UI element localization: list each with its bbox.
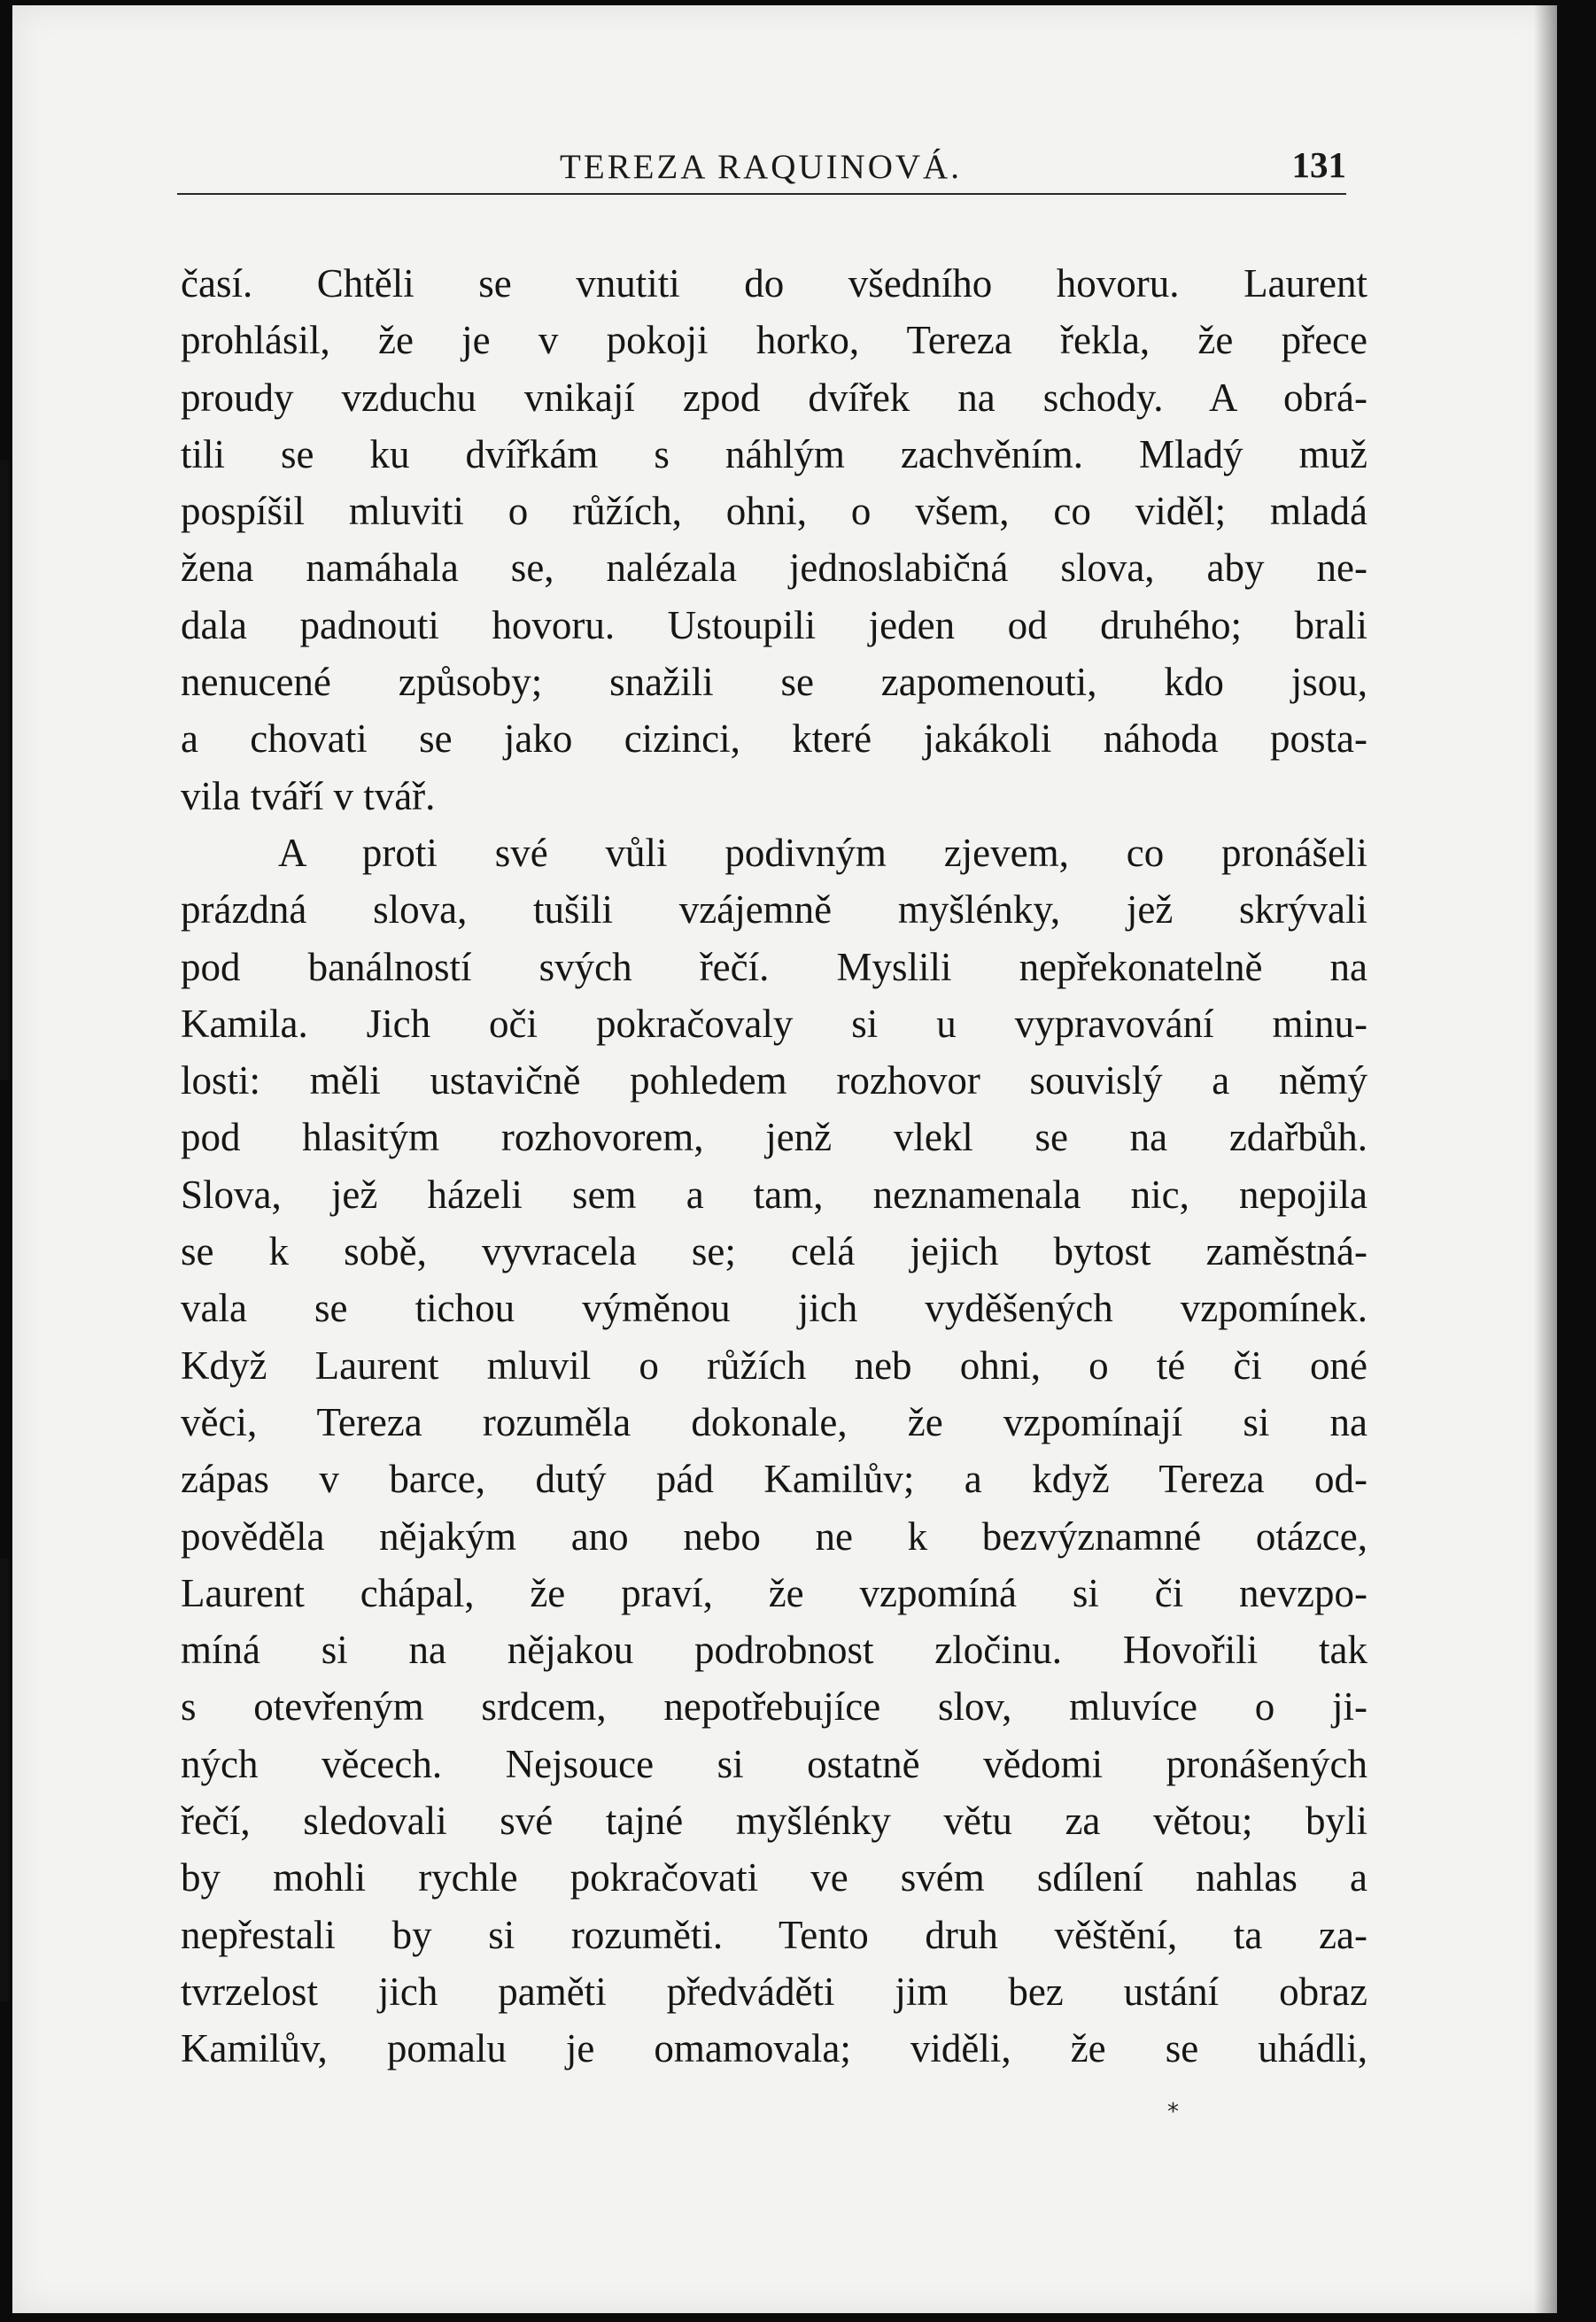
text-line: Kamila. Jich oči pokračovaly si u vypravování minu- <box>181 1001 1367 1046</box>
footer-mark: * <box>1167 2099 1179 2125</box>
text-line: Slova, jež házeli sem a tam, neznamenala nic, nepojila <box>181 1172 1367 1217</box>
text-line: vila tváří v tvář. <box>181 773 436 818</box>
text-line: Kamilův, pomalu je omamovala; viděli, že se uhádli, <box>181 2026 1367 2071</box>
text-line: tvrzelost jich paměti předváděti jim bez ustání obraz <box>181 1969 1367 2014</box>
text-line: losti: měli ustavičně pohledem rozhovor souvislý a němý <box>181 1058 1367 1103</box>
text-line: A proti své vůli podivným zjevem, co pronášeli <box>278 830 1367 875</box>
page-header <box>177 138 1346 197</box>
text-line: ných věcech. Nejsouce si ostatně vědomi pronášených <box>181 1741 1367 1786</box>
text-line: časí. Chtěli se vnutiti do všedního hovoru. Laurent <box>181 261 1367 306</box>
binding-edge-mark <box>0 1559 9 2001</box>
binding-edge-mark <box>0 461 9 1080</box>
text-line: nenucené způsoby; snažili se zapomenouti, kdo jsou, <box>181 660 1367 705</box>
text-line: míná si na nějakou podrobnost zločinu. Hovořili tak <box>181 1628 1367 1673</box>
page-edge-shadow <box>1534 5 1557 2313</box>
text-line: věci, Tereza rozuměla dokonale, že vzpomínají si na <box>181 1399 1367 1444</box>
text-line: se k sobě, vyvracela se; celá jejich bytost zaměstná- <box>181 1229 1367 1274</box>
text-line: prázdná slova, tušili vzájemně myšlénky, jež skrývali <box>181 887 1367 933</box>
text-line: žena namáhala se, nalézala jednoslabičná slova, aby ne- <box>181 546 1367 591</box>
text-line: proudy vzduchu vnikají zpod dvířek na schody. A obrá- <box>181 375 1367 420</box>
text-line: Když Laurent mluvil o růžích neb ohni, o té či oné <box>181 1343 1367 1388</box>
text-line: pověděla nějakým ano nebo ne k bezvýznamné otázce, <box>181 1513 1367 1559</box>
text-line: řečí, sledovali své tajné myšlénky větu za větou; byli <box>181 1799 1367 1844</box>
text-line: zápas v barce, dutý pád Kamilův; a když Tereza od- <box>181 1457 1367 1502</box>
text-line: prohlásil, že je v pokoji horko, Tereza řekla, že přece <box>181 318 1367 363</box>
running-title: TEREZA RAQUINOVÁ. <box>560 148 962 186</box>
text-line: tili se ku dvířkám s náhlým zachvěním. Mladý muž <box>181 431 1367 476</box>
text-line: pospíšil mluviti o růžích, ohni, o všem, co viděl; mladá <box>181 489 1367 534</box>
text-line: vala se tichou výměnou jich vyděšených vzpomínek. <box>181 1286 1367 1331</box>
text-line: s otevřeným srdcem, nepotřebujíce slov, mluvíce o ji- <box>181 1684 1367 1730</box>
text-line: nepřestali by si rozuměti. Tento druh věštění, ta za- <box>181 1912 1367 1957</box>
text-line: pod banálností svých řečí. Myslili nepřekonatelně na <box>181 944 1367 989</box>
body-text <box>181 255 1367 2078</box>
text-line: pod hlasitým rozhovorem, jenž vlekl se na zdařbůh. <box>181 1115 1367 1160</box>
page-number: 131 <box>1291 144 1346 185</box>
text-line: dala padnouti hovoru. Ustoupili jeden od druhého; brali <box>181 602 1367 647</box>
book-page <box>12 5 1557 2313</box>
header-rule <box>177 193 1346 195</box>
text-line: Laurent chápal, že praví, že vzpomíná si či nevzpo- <box>181 1570 1367 1615</box>
text-line: by mohli rychle pokračovati ve svém sdílení nahlas a <box>181 1855 1367 1900</box>
text-line: a chovati se jako cizinci, které jakákoli náhoda posta- <box>181 716 1367 762</box>
